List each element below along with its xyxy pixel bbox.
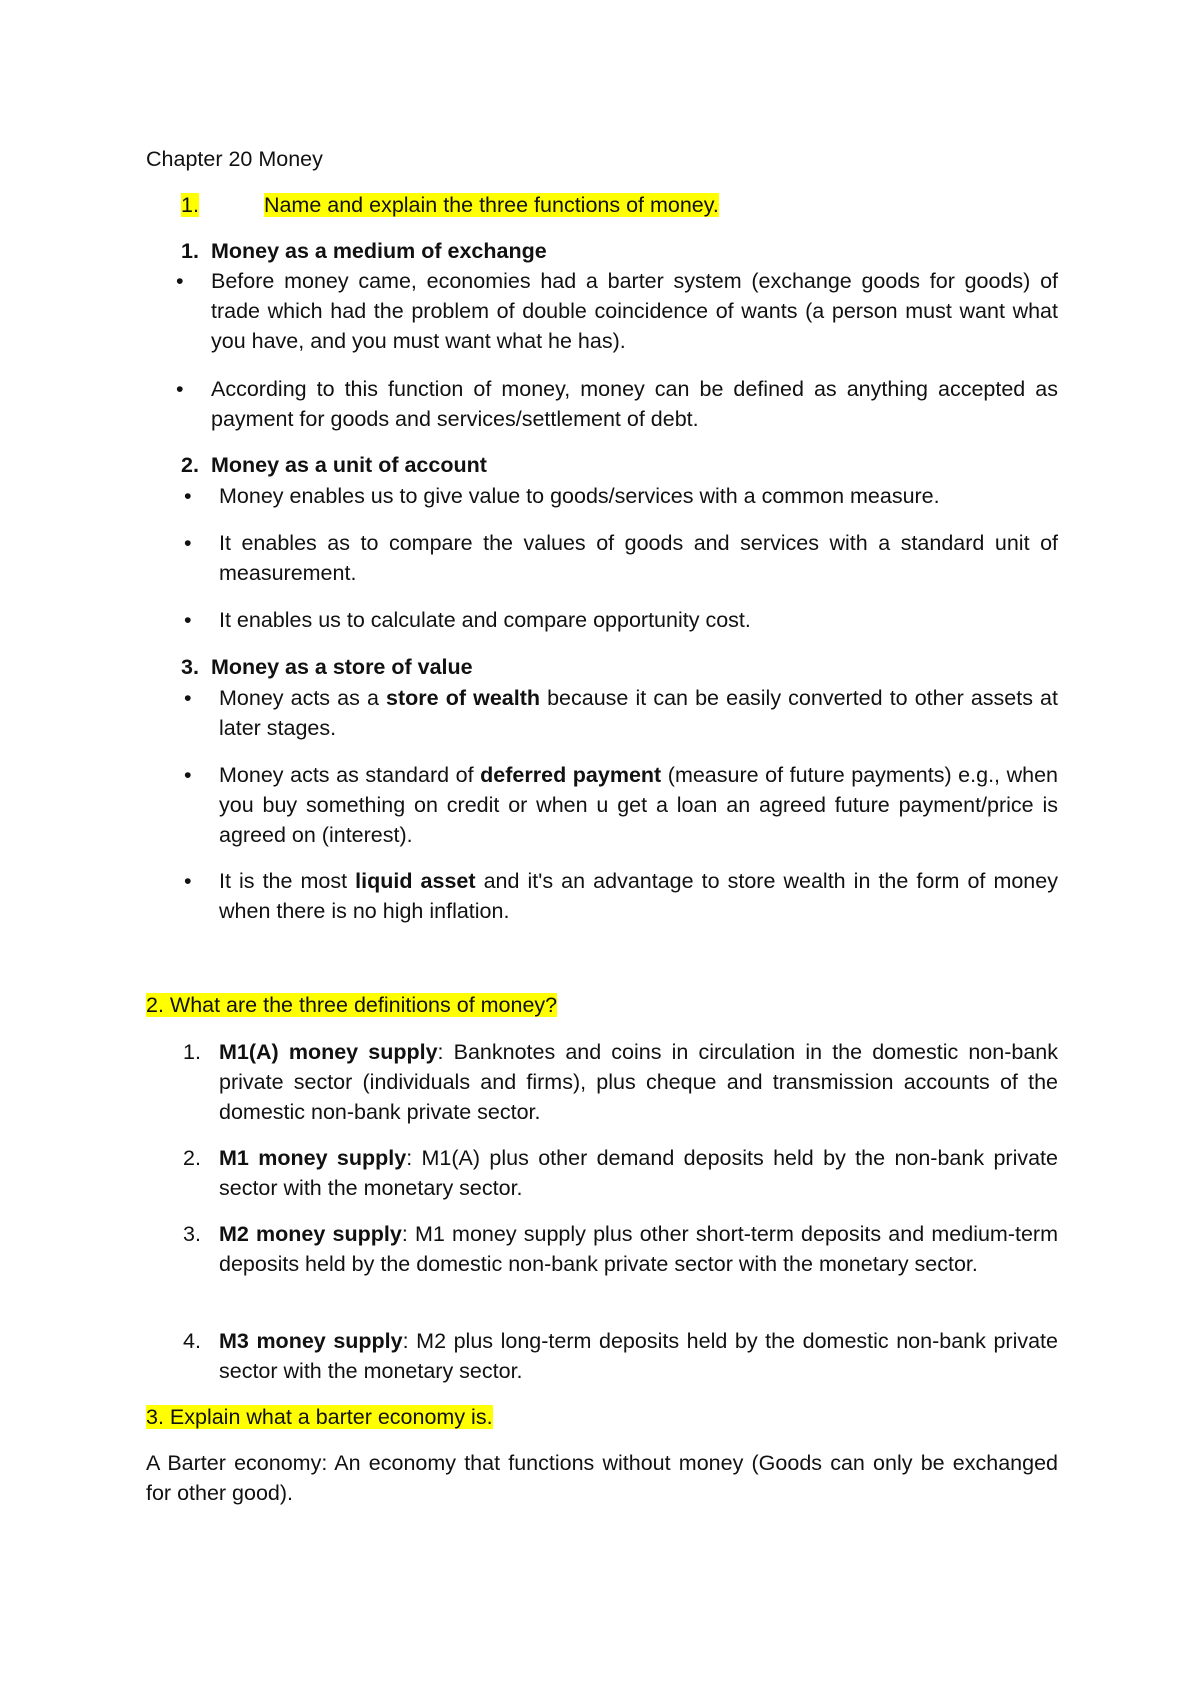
bold-term: deferred payment — [480, 763, 662, 787]
question-3-text: 3. Explain what a barter economy is. — [146, 1405, 493, 1429]
bullet-text: According to this function of money, money can be defined as anything accepted as payment for goods and services/settlement of debt. — [211, 377, 1058, 431]
question-1 — [181, 190, 719, 220]
definition-m3 — [219, 1326, 1058, 1386]
text-run: Money acts as a — [219, 686, 387, 710]
definition-m1 — [219, 1143, 1058, 1203]
bold-term: store of wealth — [386, 686, 540, 710]
definition-text: : M1(A) plus other demand deposits held by the non-bank private sector with the monetary sector. — [219, 1146, 1058, 1200]
barter-economy-answer: A Barter economy: An economy that functions without money (Goods can only be exchanged for other good). — [146, 1451, 1058, 1505]
bullet-text — [219, 866, 1058, 926]
section-heading: Money as a store of value — [210, 655, 473, 679]
section-heading-medium-of-exchange — [181, 236, 547, 266]
section-heading: Money as a medium of exchange — [210, 239, 547, 263]
definition-term: M2 money supply — [219, 1222, 402, 1246]
section-number: 1. — [181, 239, 199, 263]
bullet-text: Money enables us to give value to goods/services with a common measure. — [219, 484, 940, 508]
section-number: 3. — [181, 655, 199, 679]
definition-text: : M2 plus long-term deposits held by the domestic non-bank private sector with the monetary sector. — [219, 1329, 1058, 1383]
bullet-marker: • — [176, 269, 184, 293]
section-number: 2. — [181, 453, 199, 477]
definition-m2 — [219, 1219, 1058, 1279]
bold-term: liquid asset — [355, 869, 476, 893]
bullet-marker: • — [176, 377, 184, 401]
definition-m1a — [219, 1037, 1058, 1127]
bullet-text — [219, 760, 1058, 850]
bullet-marker: • — [184, 686, 192, 710]
bullet-marker: • — [184, 531, 192, 555]
definition-number: 4. — [183, 1329, 201, 1353]
bullet-text: It enables as to compare the values of goods and services with a standard unit of measurement. — [219, 531, 1058, 585]
section-heading-store-of-value — [181, 652, 473, 682]
definition-text: : M1 money supply plus other short-term deposits and medium-term deposits held by the domestic non-bank private sector with the monetary sector. — [219, 1222, 1058, 1276]
text-run: (measure of future payments) e.g., when you buy something on credit or when u get a loan an agreed future payment/price is agreed on (interest). — [219, 763, 1058, 847]
definition-number: 2. — [183, 1146, 201, 1170]
bullet-marker: • — [184, 763, 192, 787]
question-1-number: 1. — [181, 193, 199, 217]
bullet-marker: • — [184, 869, 192, 893]
text-run: because it can be easily converted to other assets at later stages. — [219, 686, 1058, 740]
question-2 — [146, 990, 557, 1020]
definition-number: 1. — [183, 1040, 201, 1064]
text-run: Money acts as standard of — [219, 763, 481, 787]
definition-term: M3 money supply — [219, 1329, 403, 1353]
bullet-text: It enables us to calculate and compare opportunity cost. — [219, 608, 751, 632]
bullet-marker: • — [184, 608, 192, 632]
question-2-text: 2. What are the three definitions of money? — [146, 993, 558, 1017]
bullet-marker: • — [184, 484, 192, 508]
definition-term: M1(A) money supply — [219, 1040, 438, 1064]
question-3 — [146, 1402, 493, 1432]
chapter-title: Chapter 20 Money — [146, 147, 323, 171]
section-heading: Money as a unit of account — [210, 453, 487, 477]
definition-term: M1 money supply — [219, 1146, 407, 1170]
bullet-text: Before money came, economies had a barter system (exchange goods for goods) of trade which had the problem of double coincidence of wants (a person must want what you have, and you must want what he has). — [211, 269, 1058, 353]
question-1-text: Name and explain the three functions of money. — [263, 193, 719, 217]
bullet-text — [219, 683, 1058, 743]
definition-number: 3. — [183, 1222, 201, 1246]
definition-text: : Banknotes and coins in circulation in the domestic non-bank private sector (individuals and firms), plus cheque and transmission accounts of the domestic non-bank private sector. — [219, 1040, 1059, 1124]
text-run: and it's an advantage to store wealth in the form of money when there is no high inflation. — [219, 869, 1058, 923]
text-run: It is the most — [219, 869, 356, 893]
section-heading-unit-of-account — [181, 450, 487, 480]
